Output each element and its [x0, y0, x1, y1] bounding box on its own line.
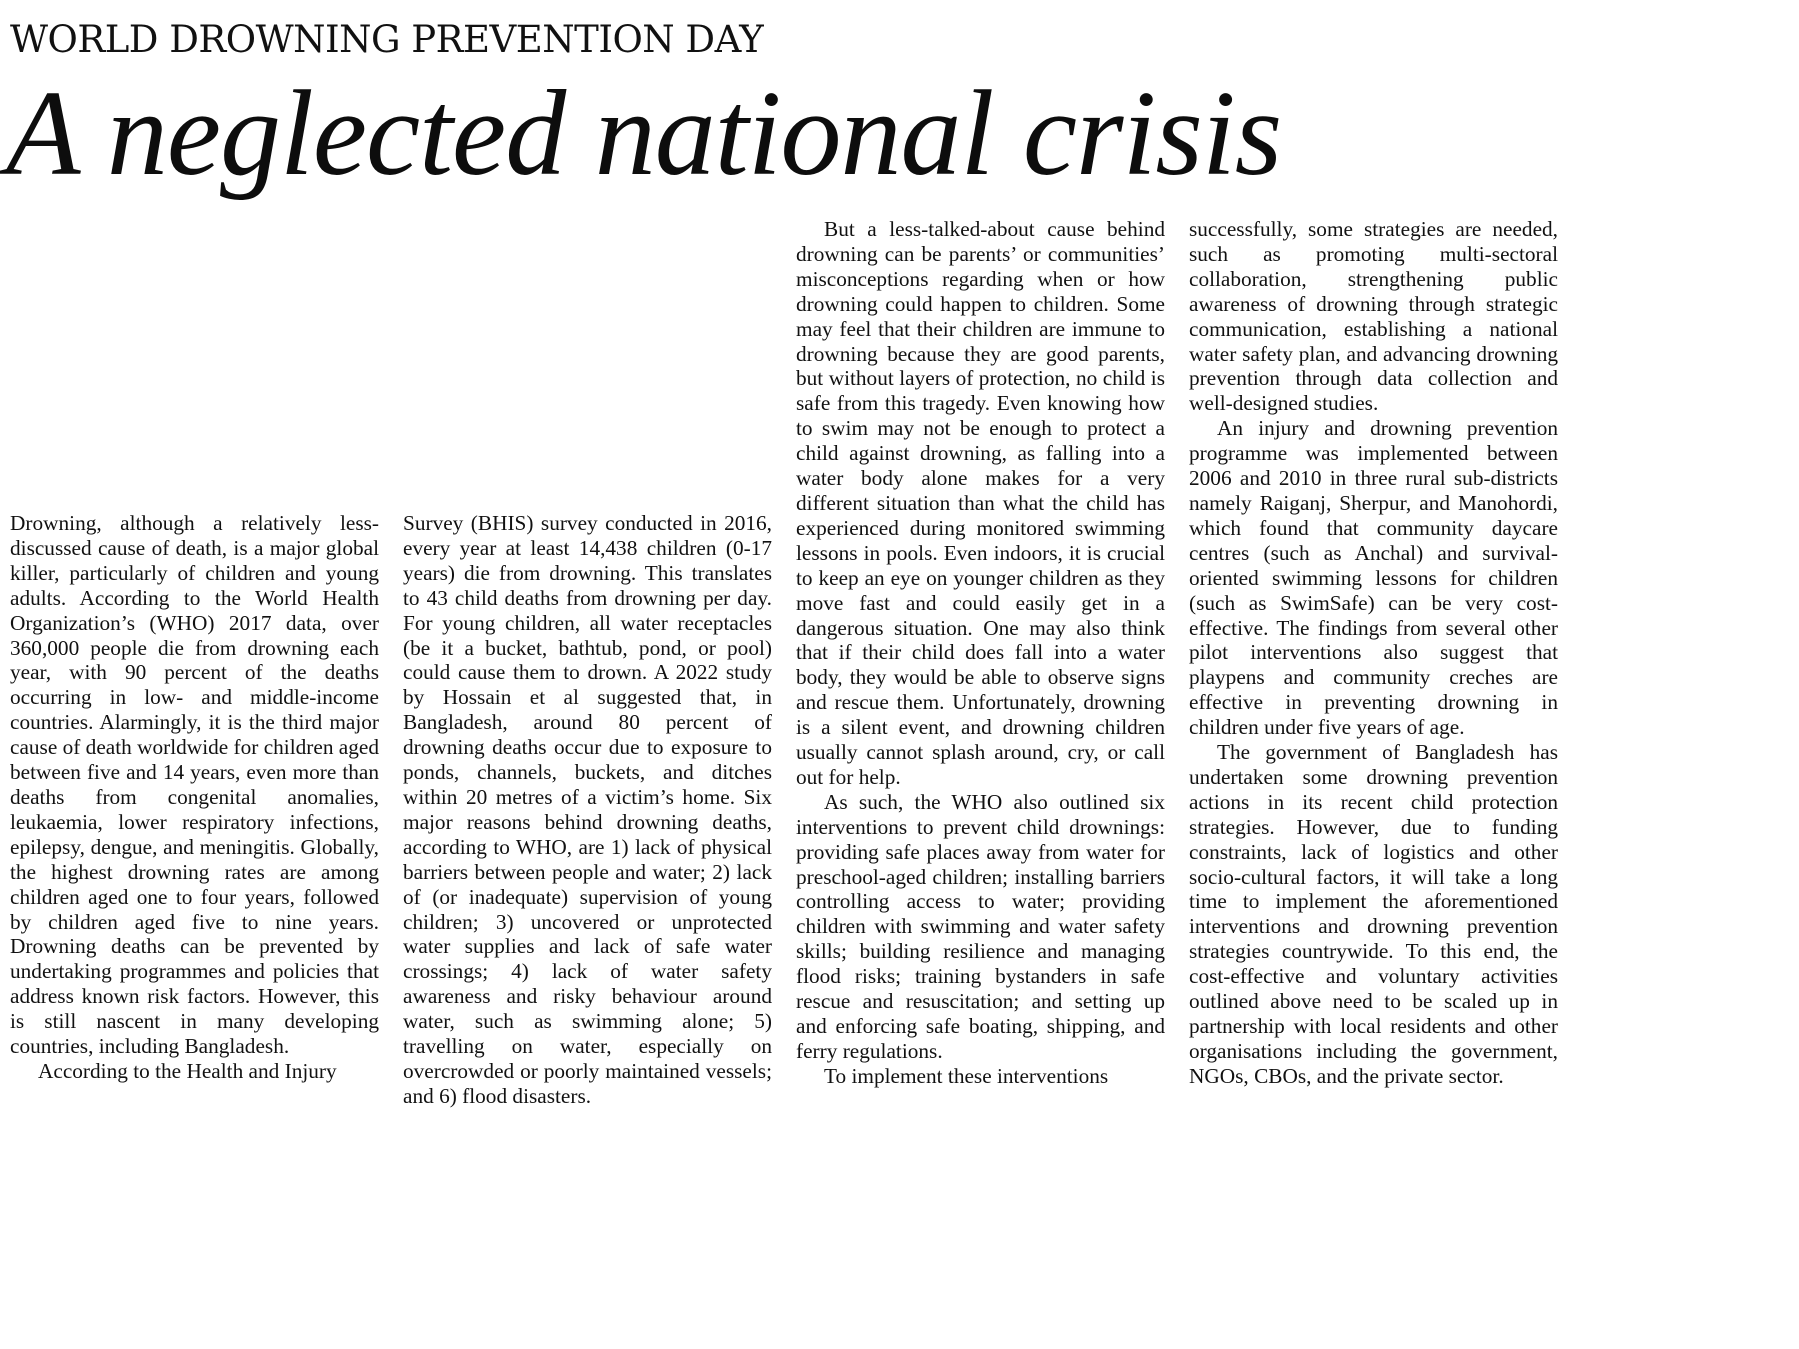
- paragraph: The government of Bangladesh has undertaken some drowning prevention actions in its recent child protection strategies. However, due to funding constraints, lack of logistics and other socio-cultural factors, it will take a long time to implement the aforementioned interventions and drowning prevention strategies countrywide. To this end, the cost-effective and voluntary activities outlined above need to be scaled up in partnership with local residents and other organisations including the government, NGOs, CBOs, and the private sector.: [1189, 740, 1558, 1088]
- article-column-4: [1189, 217, 1558, 1089]
- paragraph: But a less-talked-about cause behind drowning can be parents’ or communities’ misconceptions regarding when or how drowning could happen to children. Some may feel that their children are immune to drowning because they are good parents, but without layers of protection, no child is safe from this tragedy. Even knowing how to swim may not be enough to protect a child against drowning, as falling into a water body alone makes for a very different situation than what the child has experienced during monitored swimming lessons in pools. Even indoors, it is crucial to keep an eye on younger children as they move fast and could easily get in a dangerous situation. One may also think that if their child does fall into a water body, they would be able to observe signs and rescue them. Unfortunately, drowning is a silent event, and drowning children usually cannot splash around, cry, or call out for help.: [796, 217, 1165, 789]
- article-column-2: [403, 511, 772, 1109]
- article-column-3: [796, 217, 1165, 1089]
- paragraph: Survey (BHIS) survey conducted in 2016, every year at least 14,438 children (0-17 years) die from drowning. This translates to 43 child deaths from drowning per day. For young children, all water receptacles (be it a bucket, bathtub, pond, or pool) could cause them to drown. A 2022 study by Hossain et al suggested that, in Bangladesh, around 80 percent of drowning deaths occur due to exposure to ponds, channels, buckets, and ditches within 20 metres of a victim’s home. Six major reasons behind drowning deaths, according to WHO, are 1) lack of physical barriers between people and water; 2) lack of (or inadequate) supervision of young children; 3) uncovered or unprotected water supplies and lack of safe water crossings; 4) lack of water safety awareness and risky behaviour around water, such as swimming alone; 5) travelling on water, especially on overcrowded or poorly maintained vessels; and 6) flood disasters.: [403, 511, 772, 1108]
- paragraph: Drowning, although a relatively less-discussed cause of death, is a major global killer, particularly of children and young adults. According to the World Health Organization’s (WHO) 2017 data, over 360,000 people die from drowning each year, with 90 percent of the deaths occurring in low- and middle-income countries. Alarmingly, it is the third major cause of death worldwide for children aged between five and 14 years, even more than deaths from congenital anomalies, leukaemia, lower respiratory infections, epilepsy, dengue, and meningitis. Globally, the highest drowning rates are among children aged one to four years, followed by children aged five to nine years. Drowning deaths can be prevented by undertaking programmes and policies that address known risk factors. However, this is still nascent in many developing countries, including Bangladesh.: [10, 511, 379, 1059]
- article-column-1: [10, 511, 379, 1084]
- paragraph: As such, the WHO also outlined six interventions to prevent child drownings: providing safe places away from water for preschool-aged children; installing barriers controlling access to water; providing children with swimming and water safety skills; building resilience and managing flood risks; training bystanders in safe rescue and resuscitation; and setting up and enforcing safe boating, shipping, and ferry regulations.: [796, 789, 1165, 1063]
- headline: A neglected national crisis: [6, 66, 1282, 201]
- paragraph: An injury and drowning prevention programme was implemented between 2006 and 2010 in three rural sub-districts namely Raiganj, Sherpur, and Manohordi, which found that community daycare centres (such as Anchal) and survival-oriented swimming lessons for children (such as SwimSafe) can be very cost-effective. The findings from several other pilot interventions also suggest that playpens and community creches are effective in preventing drowning in children under five years of age.: [1189, 416, 1558, 740]
- paragraph: To implement these interventions: [824, 1063, 1109, 1088]
- paragraph: successfully, some strategies are needed, such as promoting multi-sectoral collaboration, strengthening public awareness of drowning through strategic communication, establishing a national water safety plan, and advancing drowning prevention through data collection and well-designed studies.: [1189, 217, 1558, 416]
- paragraph: According to the Health and Injury: [38, 1058, 337, 1083]
- section-kicker: WORLD DROWNING PREVENTION DAY: [10, 18, 764, 61]
